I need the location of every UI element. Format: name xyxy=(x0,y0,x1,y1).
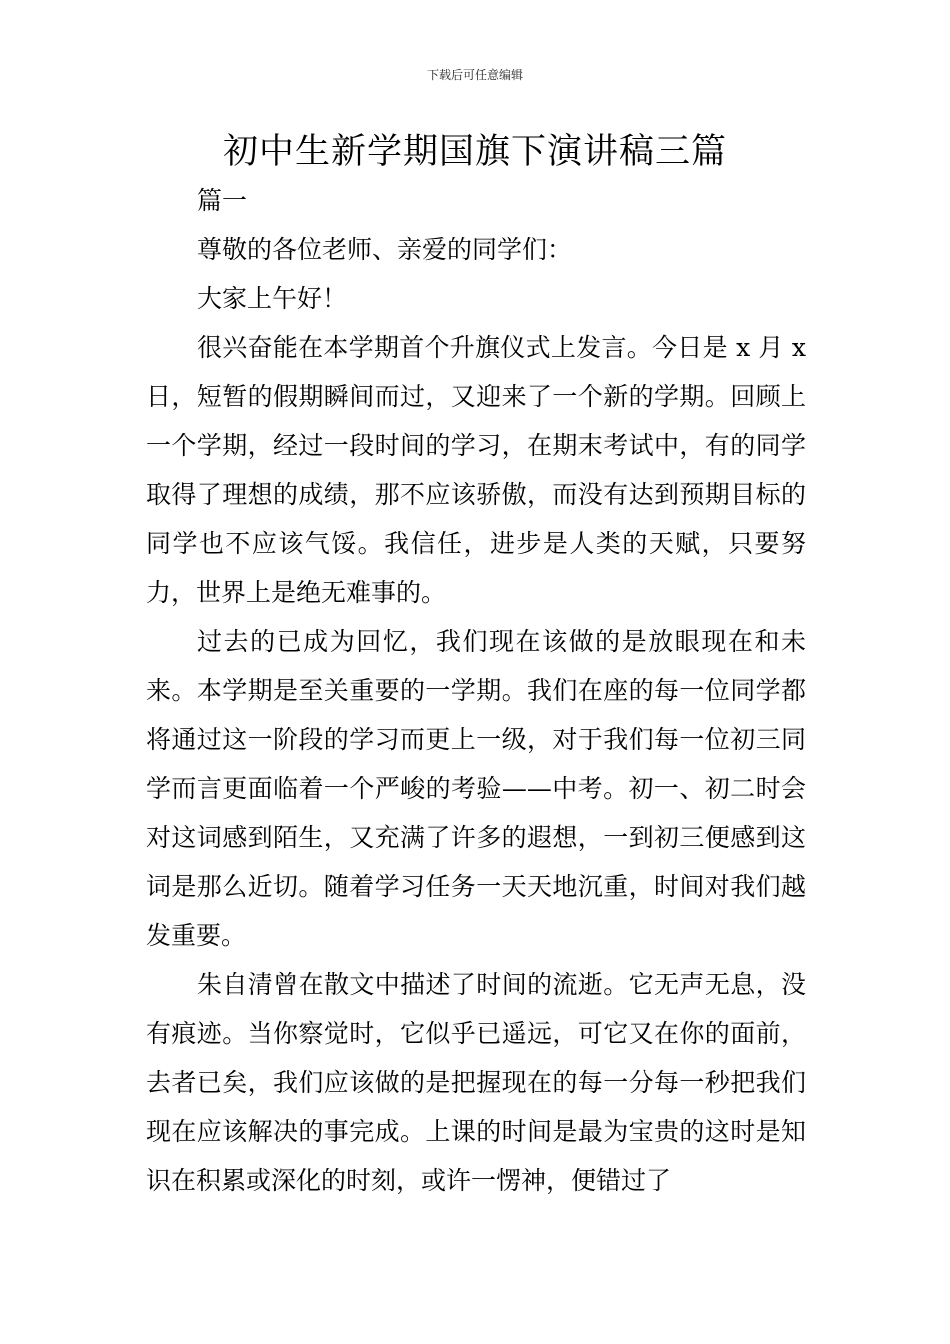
salutation: 尊敬的各位老师、亲爱的同学们： xyxy=(197,235,573,264)
body-paragraph: 朱自清曾在散文中描述了时间的流逝。它无声无息，没有痕迹。当你察觉时，它似乎已遥远，可它又在你的面前，去者已矣，我们应该做的是把握现在的每一分每一秒把我们现在应该解决的事完成。上课的时间是最为宝贵的这时是知识在积累或深化的时刻，或许一愣神，便错过了 xyxy=(146,970,806,1195)
document-body xyxy=(146,176,806,1205)
header-note: 下载后可任意编辑 xyxy=(426,68,523,82)
section-heading: 篇一 xyxy=(197,186,248,215)
document-title: 初中生新学期国旗下演讲稿三篇 xyxy=(222,132,727,172)
body-paragraph: 过去的已成为回忆，我们现在该做的是放眼现在和未来。本学期是至关重要的一学期。我们在座的每一位同学都将通过这一阶段的学习而更上一级，对于我们每一位初三同学而言更面临着一个严峻的考验——中考。初一、初二时会对这词感到陌生，又充满了许多的遐想，一到初三便感到这词是那么近切。随着学习任务一天天地沉重，时间对我们越发重要。 xyxy=(146,627,806,950)
greeting: 大家上午好！ xyxy=(197,284,348,313)
body-paragraph: 很兴奋能在本学期首个升旗仪式上发言。今日是 x 月 x 日，短暂的假期瞬间而过，又迎来了一个新的学期。回顾上一个学期，经过一段时间的学习，在期末考试中，有的同学取得了理想的成绩，那不应该骄傲，而没有达到预期目标的同学也不应该气馁。我信任，进步是人类的天赋，只要努力，世界上是绝无难事的。 xyxy=(146,333,806,607)
